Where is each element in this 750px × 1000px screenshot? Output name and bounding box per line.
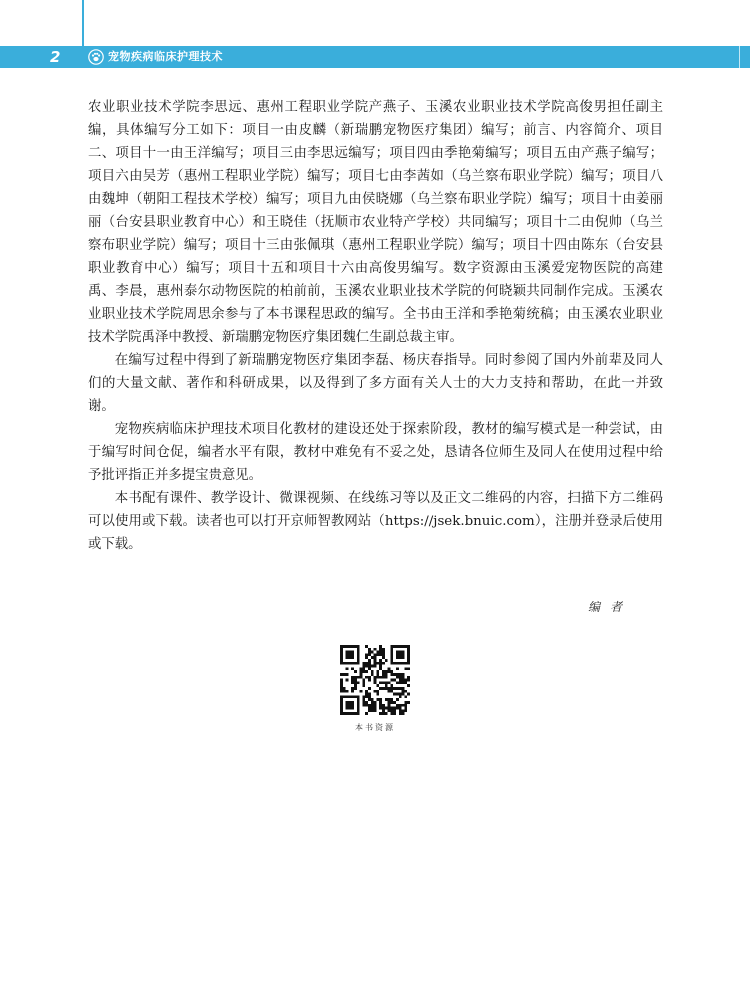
paragraph-acknowledgements: 在编写过程中得到了新瑞鹏宠物医疗集团李磊、杨庆春指导。同时参阅了国内外前辈及同人们的大量文献、著作和科研成果，以及得到了多方面有关人士的大力支持和帮助，在此一并致谢。 xyxy=(88,353,663,414)
qr-finder-inner-1 xyxy=(396,651,404,659)
paragraph-resources: 本书配有课件、教学设计、微课视频、在线练习等以及正文二维码的内容，扫描下方二维码可以使用或下载。读者也可以打开京师智教网站（https://jsek.bnuic.com），注册并登录后使用或下载。 xyxy=(88,491,663,552)
page-number: 2 xyxy=(50,48,61,66)
qr-code-image[interactable] xyxy=(340,645,410,715)
paragraph-editors-continued: 农业职业技术学院李思远、惠州工程职业学院产燕子、玉溪农业职业技术学院高俊男担任副主编，具体编写分工如下：项目一由皮麟（新瑞鹏宠物医疗集团）编写；前言、内容简介、项目二、项目十一由王洋编写；项目三由李思远编写；项目四由季艳菊编写；项目五由产燕子编写；项目六由吴芳（惠州工程职业学院）编写；项目七由李茜如（乌兰察布职业学院）编写；项目八由魏坤（朝阳工程技术学校）编写；项目九由侯晓娜（乌兰察布职业学院）编写；项目十由姜丽丽（台安县职业教育中心）和王晓佳（抚顺市农业特产学校）共同编写；项目十二由倪帅（乌兰察布职业学院）编写；项目十三由张佩琪（惠州工程职业学院）编写；项目十四由陈东（台安县职业教育中心）编写；项目十五和项目十六由高俊男编写。数字资源由玉溪爱宠物医院的高建禹、李晨，惠州泰尔动物医院的柏前前，玉溪农业职业技术学院的何晓颖共同制作完成。玉溪农业职业技术学院周思余参与了本书课程思政的编写。全书由王洋和季艳菊统稿；由玉溪农业职业技术学院禹泽中教授、新瑞鹏宠物医疗集团魏仁生副总裁主审。 xyxy=(88,100,663,345)
signature-editors: 编者 xyxy=(588,600,633,614)
body-text xyxy=(88,96,663,556)
qr-code-label: 本书资源 xyxy=(355,723,395,732)
qr-finder-inner-2 xyxy=(346,701,354,709)
paragraph-disclaimer: 宠物疾病临床护理技术项目化教材的建设还处于探索阶段，教材的编写模式是一种尝试，由于编写时间仓促，编者水平有限，教材中难免有不妥之处，恳请各位师生及同人在使用过程中给予批评指正并多提宝贵意见。 xyxy=(88,422,663,483)
qr-finder-inner-0 xyxy=(346,651,354,659)
header-bar-divider xyxy=(739,46,740,68)
paw-print-icon xyxy=(88,49,104,65)
header-rule-vertical xyxy=(82,0,84,46)
running-header-title: 宠物疾病临床护理技术 xyxy=(108,50,223,63)
